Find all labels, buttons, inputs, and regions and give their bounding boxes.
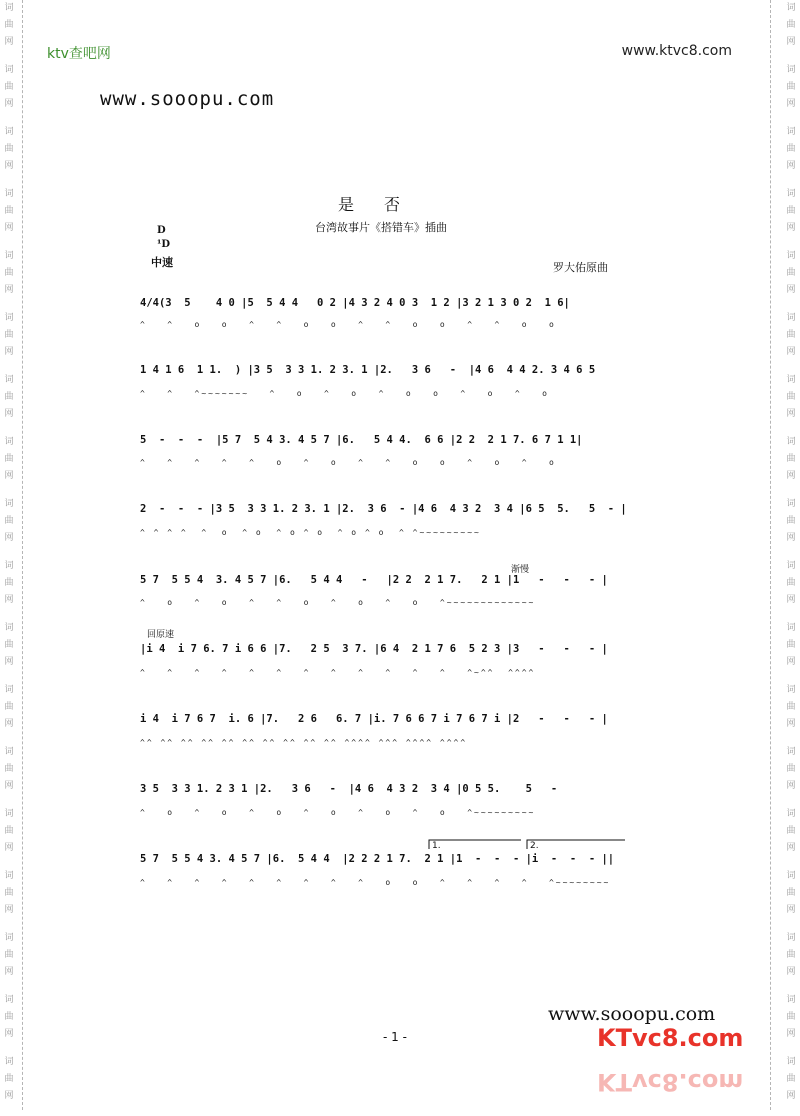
side-watermark-char: 词	[4, 747, 14, 757]
song-subtitle: 台湾故事片《搭错车》插曲	[315, 221, 447, 234]
side-watermark-char: 网	[786, 967, 796, 977]
side-watermark-group	[782, 124, 800, 186]
side-watermark-group	[0, 930, 18, 992]
side-watermark-char: 词	[786, 747, 796, 757]
side-watermark-char: 网	[4, 843, 14, 853]
side-watermark-char: 词	[4, 1057, 14, 1067]
side-watermark-group	[0, 496, 18, 558]
song-title: 是否	[338, 195, 431, 214]
right-side-watermark	[782, 0, 800, 1110]
side-watermark-char: 词	[4, 499, 14, 509]
score-line-9: 5 7 5 5 4 3. 4 5 7 |6. 5 4 4 |2 2 2 1 7. 2 1 |1 - - - |i - - - ||	[140, 853, 615, 865]
side-watermark-group	[782, 496, 800, 558]
score-line-2: 1 4 1 6 1 1. ) |3 5 3 3 1. 2 3. 1 |2. 3 6 - |4 6 4 4 2. 3 4 6 5	[140, 364, 596, 376]
side-watermark-char: 词	[786, 189, 796, 199]
side-watermark-char: 曲	[4, 888, 14, 898]
side-watermark-char: 词	[4, 189, 14, 199]
side-watermark-char: 曲	[4, 826, 14, 836]
side-watermark-char: 网	[786, 471, 796, 481]
side-watermark-char: 词	[786, 313, 796, 323]
side-watermark-char: 词	[786, 933, 796, 943]
page-number: - 1 -	[383, 1030, 407, 1044]
side-watermark-char: 网	[786, 285, 796, 295]
side-watermark-char: 曲	[4, 578, 14, 588]
side-watermark-char: 网	[786, 781, 796, 791]
side-watermark-char: 曲	[4, 20, 14, 30]
side-watermark-group	[0, 992, 18, 1054]
side-watermark-char: 词	[4, 251, 14, 261]
side-watermark-char: 词	[4, 3, 14, 13]
side-watermark-group	[782, 434, 800, 496]
side-watermark-char: 词	[786, 685, 796, 695]
side-watermark-char: 词	[4, 995, 14, 1005]
side-watermark-char: 网	[786, 161, 796, 171]
score-line-1: 4/4(3 5 4 0 |5 5 4 4 0 2 |4 3 2 4 0 3 1 2 |3 2 1 3 0 2 1 6|	[140, 297, 570, 309]
tempo-marking: 中速	[151, 256, 173, 269]
side-watermark-group	[782, 682, 800, 744]
side-watermark-char: 曲	[786, 640, 796, 650]
side-watermark-char: 词	[786, 623, 796, 633]
side-watermark-char: 曲	[4, 268, 14, 278]
side-watermark-char: 曲	[786, 1074, 796, 1084]
score-line-5: 5 7 5 5 4 3. 4 5 7 |6. 5 4 4 - |2 2 2 1 7. 2 1 |1 - - - |	[140, 574, 608, 586]
side-watermark-char: 词	[786, 65, 796, 75]
side-watermark-char: 曲	[786, 392, 796, 402]
side-watermark-group	[782, 744, 800, 806]
side-watermark-char: 曲	[786, 1012, 796, 1022]
second-ending-label: 2.	[530, 841, 539, 851]
side-watermark-group	[0, 434, 18, 496]
score-line-4: 2 - - - |3 5 3 3 1. 2 3. 1 |2. 3 6 - |4 6 4 3 2 3 4 |6 5 5. 5 - |	[140, 503, 627, 515]
mark-line-9: ^ ^ ^ ^ ^ ^ ^ ^ ^ o o ^ ^ ^ ^ ^~~~~~~~~	[140, 878, 611, 887]
side-watermark-char: 曲	[786, 516, 796, 526]
tempo-primo-marking: 回原速	[147, 630, 175, 640]
side-watermark-char: 曲	[786, 578, 796, 588]
side-watermark-char: 词	[4, 313, 14, 323]
side-watermark-char: 网	[786, 533, 796, 543]
mark-line-1: ^ ^ o o ^ ^ o o ^ ^ o o ^ ^ o o	[140, 320, 556, 329]
mark-line-4: ^ ^ ^ ^ ^ o ^ o ^ o ^ o ^ o ^ o ^ ^~~~~~~~~~	[140, 528, 481, 537]
side-watermark-group	[0, 868, 18, 930]
side-watermark-group	[782, 558, 800, 620]
side-watermark-char: 曲	[4, 330, 14, 340]
side-watermark-char: 曲	[786, 330, 796, 340]
side-watermark-char: 网	[4, 223, 14, 233]
side-watermark-char: 曲	[4, 454, 14, 464]
side-watermark-char: 词	[4, 871, 14, 881]
side-watermark-group	[782, 620, 800, 682]
side-watermark-char: 网	[4, 1091, 14, 1101]
side-watermark-group	[782, 62, 800, 124]
side-watermark-char: 曲	[786, 268, 796, 278]
side-watermark-char: 网	[786, 223, 796, 233]
watermark-top: www.sooopu.com	[100, 88, 275, 110]
mark-line-8: ^ o ^ o ^ o ^ o ^ o ^ o ^~~~~~~~~~	[140, 808, 536, 817]
side-watermark-char: 网	[4, 967, 14, 977]
side-watermark-char: 曲	[786, 950, 796, 960]
right-dashed-line	[770, 0, 771, 1110]
side-watermark-char: 词	[786, 1057, 796, 1067]
first-ending-label: 1.	[432, 841, 441, 851]
side-watermark-char: 网	[4, 99, 14, 109]
side-watermark-char: 曲	[4, 392, 14, 402]
side-watermark-char: 词	[4, 437, 14, 447]
side-watermark-char: 网	[4, 37, 14, 47]
side-watermark-char: 网	[786, 843, 796, 853]
mark-line-6: ^ ^ ^ ^ ^ ^ ^ ^ ^ ^ ^ ^ ^~^^ ^^^^	[140, 668, 536, 677]
score-line-6: |i 4 i 7 6. 7 i 6 6 |7. 2 5 3 7. |6 4 2 1 7 6 5 2 3 |3 - - - |	[140, 643, 608, 655]
side-watermark-char: 词	[786, 561, 796, 571]
side-watermark-char: 网	[4, 781, 14, 791]
side-watermark-group	[782, 186, 800, 248]
side-watermark-group	[0, 744, 18, 806]
side-watermark-char: 网	[4, 285, 14, 295]
side-watermark-char: 网	[4, 347, 14, 357]
mark-line-5: ^ o ^ o ^ ^ o ^ o ^ o ^~~~~~~~~~~~~~	[140, 598, 536, 607]
side-watermark-char: 词	[786, 437, 796, 447]
side-watermark-char: 词	[4, 127, 14, 137]
side-watermark-char: 网	[786, 905, 796, 915]
score-line-7: i 4 i 7 6 7 i. 6 |7. 2 6 6. 7 |i. 7 6 6 7 i 7 6 7 i |2 - - - |	[140, 713, 608, 725]
side-watermark-group	[782, 930, 800, 992]
side-watermark-char: 曲	[786, 826, 796, 836]
side-watermark-group	[782, 248, 800, 310]
side-watermark-char: 曲	[4, 82, 14, 92]
left-side-watermark	[0, 0, 18, 1110]
side-watermark-group	[782, 0, 800, 62]
side-watermark-char: 词	[4, 65, 14, 75]
side-watermark-char: 网	[4, 657, 14, 667]
side-watermark-group	[0, 1054, 18, 1116]
side-watermark-char: 曲	[786, 20, 796, 30]
side-watermark-char: 词	[4, 375, 14, 385]
side-watermark-group	[782, 1054, 800, 1116]
side-watermark-char: 词	[786, 995, 796, 1005]
side-watermark-char: 曲	[786, 82, 796, 92]
score-line-3: 5 - - - |5 7 5 4 3. 4 5 7 |6. 5 4 4. 6 6 |2 2 2 1 7. 6 7 1 1|	[140, 434, 583, 446]
header-site-link-left[interactable]: ktv查吧网	[47, 46, 111, 62]
side-watermark-char: 网	[4, 595, 14, 605]
mark-line-2: ^ ^ ^~~~~~~~ ^ o ^ o ^ o o ^ o ^ o	[140, 389, 549, 398]
side-watermark-group	[0, 806, 18, 868]
side-watermark-group	[782, 868, 800, 930]
side-watermark-group	[0, 372, 18, 434]
side-watermark-group	[0, 310, 18, 372]
side-watermark-char: 网	[786, 37, 796, 47]
side-watermark-char: 曲	[786, 888, 796, 898]
side-watermark-char: 网	[786, 595, 796, 605]
side-watermark-group	[0, 62, 18, 124]
key-signature-alt: ¹D	[157, 239, 171, 250]
slow-marking: 渐慢	[511, 565, 530, 575]
side-watermark-group	[782, 992, 800, 1054]
side-watermark-char: 词	[4, 623, 14, 633]
left-dashed-line	[22, 0, 23, 1110]
side-watermark-group	[0, 682, 18, 744]
side-watermark-char: 网	[4, 719, 14, 729]
side-watermark-char: 词	[786, 3, 796, 13]
side-watermark-group	[782, 372, 800, 434]
side-watermark-char: 网	[786, 409, 796, 419]
side-watermark-char: 词	[4, 685, 14, 695]
side-watermark-group	[0, 124, 18, 186]
side-watermark-char: 词	[4, 809, 14, 819]
side-watermark-char: 曲	[786, 764, 796, 774]
side-watermark-char: 词	[786, 809, 796, 819]
side-watermark-char: 网	[4, 1029, 14, 1039]
side-watermark-char: 曲	[786, 702, 796, 712]
side-watermark-char: 曲	[4, 1074, 14, 1084]
side-watermark-group	[0, 558, 18, 620]
composer-credit: 罗大佑原曲	[553, 261, 608, 274]
side-watermark-group	[0, 186, 18, 248]
side-watermark-group	[782, 310, 800, 372]
side-watermark-char: 词	[786, 871, 796, 881]
side-watermark-char: 网	[4, 533, 14, 543]
side-watermark-char: 词	[786, 375, 796, 385]
side-watermark-char: 网	[786, 347, 796, 357]
side-watermark-char: 网	[786, 99, 796, 109]
header-site-link-right[interactable]: www.ktvc8.com	[621, 43, 732, 59]
side-watermark-char: 词	[786, 251, 796, 261]
side-watermark-char: 曲	[4, 640, 14, 650]
side-watermark-group	[0, 620, 18, 682]
side-watermark-char: 网	[786, 1091, 796, 1101]
side-watermark-char: 曲	[786, 144, 796, 154]
side-watermark-char: 曲	[4, 950, 14, 960]
side-watermark-char: 网	[4, 905, 14, 915]
ktvc8-logo	[593, 1020, 758, 1096]
logo-reflection: KTvc8.com	[597, 1068, 744, 1096]
key-signature: D	[157, 225, 166, 236]
watermark-bottom: www.sooopu.com	[548, 1003, 716, 1025]
side-watermark-char: 网	[786, 657, 796, 667]
side-watermark-char: 曲	[4, 516, 14, 526]
mark-line-3: ^ ^ ^ ^ ^ o ^ o ^ ^ o o ^ o ^ o	[140, 458, 556, 467]
side-watermark-char: 网	[4, 471, 14, 481]
side-watermark-char: 曲	[4, 702, 14, 712]
side-watermark-group	[0, 0, 18, 62]
logo-text: KTvc8.com	[597, 1024, 744, 1052]
side-watermark-char: 曲	[4, 206, 14, 216]
side-watermark-char: 网	[786, 1029, 796, 1039]
score-line-8: 3 5 3 3 1. 2 3 1 |2. 3 6 - |4 6 4 3 2 3 4 |0 5 5. 5 -	[140, 783, 564, 795]
side-watermark-char: 网	[4, 409, 14, 419]
mark-line-7: ^^ ^^ ^^ ^^ ^^ ^^ ^^ ^^ ^^ ^^ ^^^^ ^^^ ^^^^ ^^^^	[140, 738, 468, 747]
side-watermark-char: 词	[786, 499, 796, 509]
side-watermark-char: 曲	[786, 206, 796, 216]
side-watermark-char: 曲	[4, 144, 14, 154]
side-watermark-group	[0, 248, 18, 310]
side-watermark-char: 网	[786, 719, 796, 729]
side-watermark-char: 曲	[4, 1012, 14, 1022]
side-watermark-char: 词	[4, 933, 14, 943]
side-watermark-char: 曲	[4, 764, 14, 774]
side-watermark-char: 词	[786, 127, 796, 137]
side-watermark-char: 曲	[786, 454, 796, 464]
side-watermark-group	[782, 806, 800, 868]
side-watermark-char: 网	[4, 161, 14, 171]
side-watermark-char: 词	[4, 561, 14, 571]
